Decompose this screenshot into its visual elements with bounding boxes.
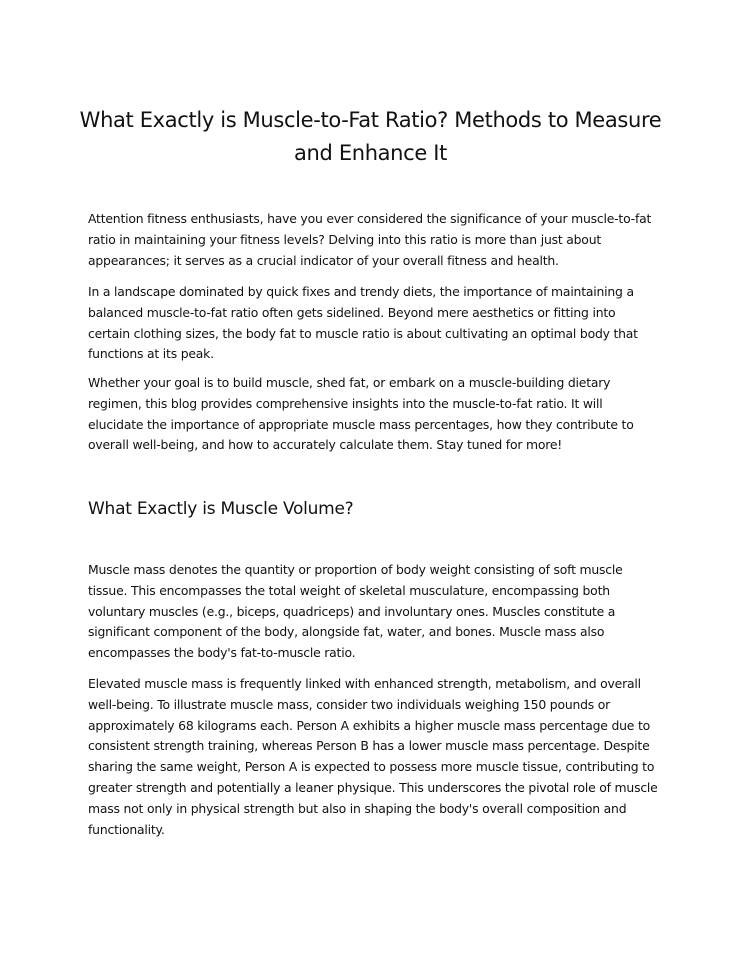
intro-paragraph-3: Whether your goal is to build muscle, shed fat, or embark on a muscle-building dietary regimen, this blog provides comprehensive insights into the muscle-to-fat ratio. It will elucidate the importance of appropriate muscle mass percentages, how they contribute to overall well-being, and how to accurately calculate them. Stay tuned for more! [88, 375, 634, 453]
intro-paragraph-1: Attention fitness enthusiasts, have you ever considered the significance of your muscle-to-fat ratio in maintaining your fitness levels? Delving into this ratio is more than just about appearances; it serves as a crucial indicator of your overall fitness and health. [88, 211, 652, 268]
intro-paragraph-2: In a landscape dominated by quick fixes and trendy diets, the importance of maintaining a balanced muscle-to-fat ratio often gets sidelined. Beyond mere aesthetics or fitting into certain clothing sizes, the body fat to muscle ratio is about cultivating an optimal body that functions at its peak. [88, 284, 638, 362]
section-paragraph-1: Muscle mass denotes the quantity or proportion of body weight consisting of soft muscle tissue. This encompasses the total weight of skeletal musculature, encompassing both voluntary muscles (e.g., biceps, quadriceps) and involuntary ones. Muscles constitute a significant component of the body, alongside fat, water, and bones. Muscle mass also encompasses the body's fat-to-muscle ratio. [88, 562, 623, 661]
page-title: What Exactly is Muscle-to-Fat Ratio? Methods to Measure and Enhance It [79, 108, 662, 165]
section-heading: What Exactly is Muscle Volume? [88, 499, 354, 519]
section-paragraph-2: Elevated muscle mass is frequently linked with enhanced strength, metabolism, and overall well-being. To illustrate muscle mass, consider two individuals weighing 150 pounds or approximately 68 kilograms each. Person A exhibits a higher muscle mass percentage due to consistent strength training, whereas Person B has a lower muscle mass percentage. Despite sharing the same weight, Person A is expected to possess more muscle tissue, contributing to greater strength and potentially a leaner physique. This underscores the pivotal role of muscle mass not only in physical strength but also in shaping the body's overall composition and functionality. [88, 676, 658, 837]
